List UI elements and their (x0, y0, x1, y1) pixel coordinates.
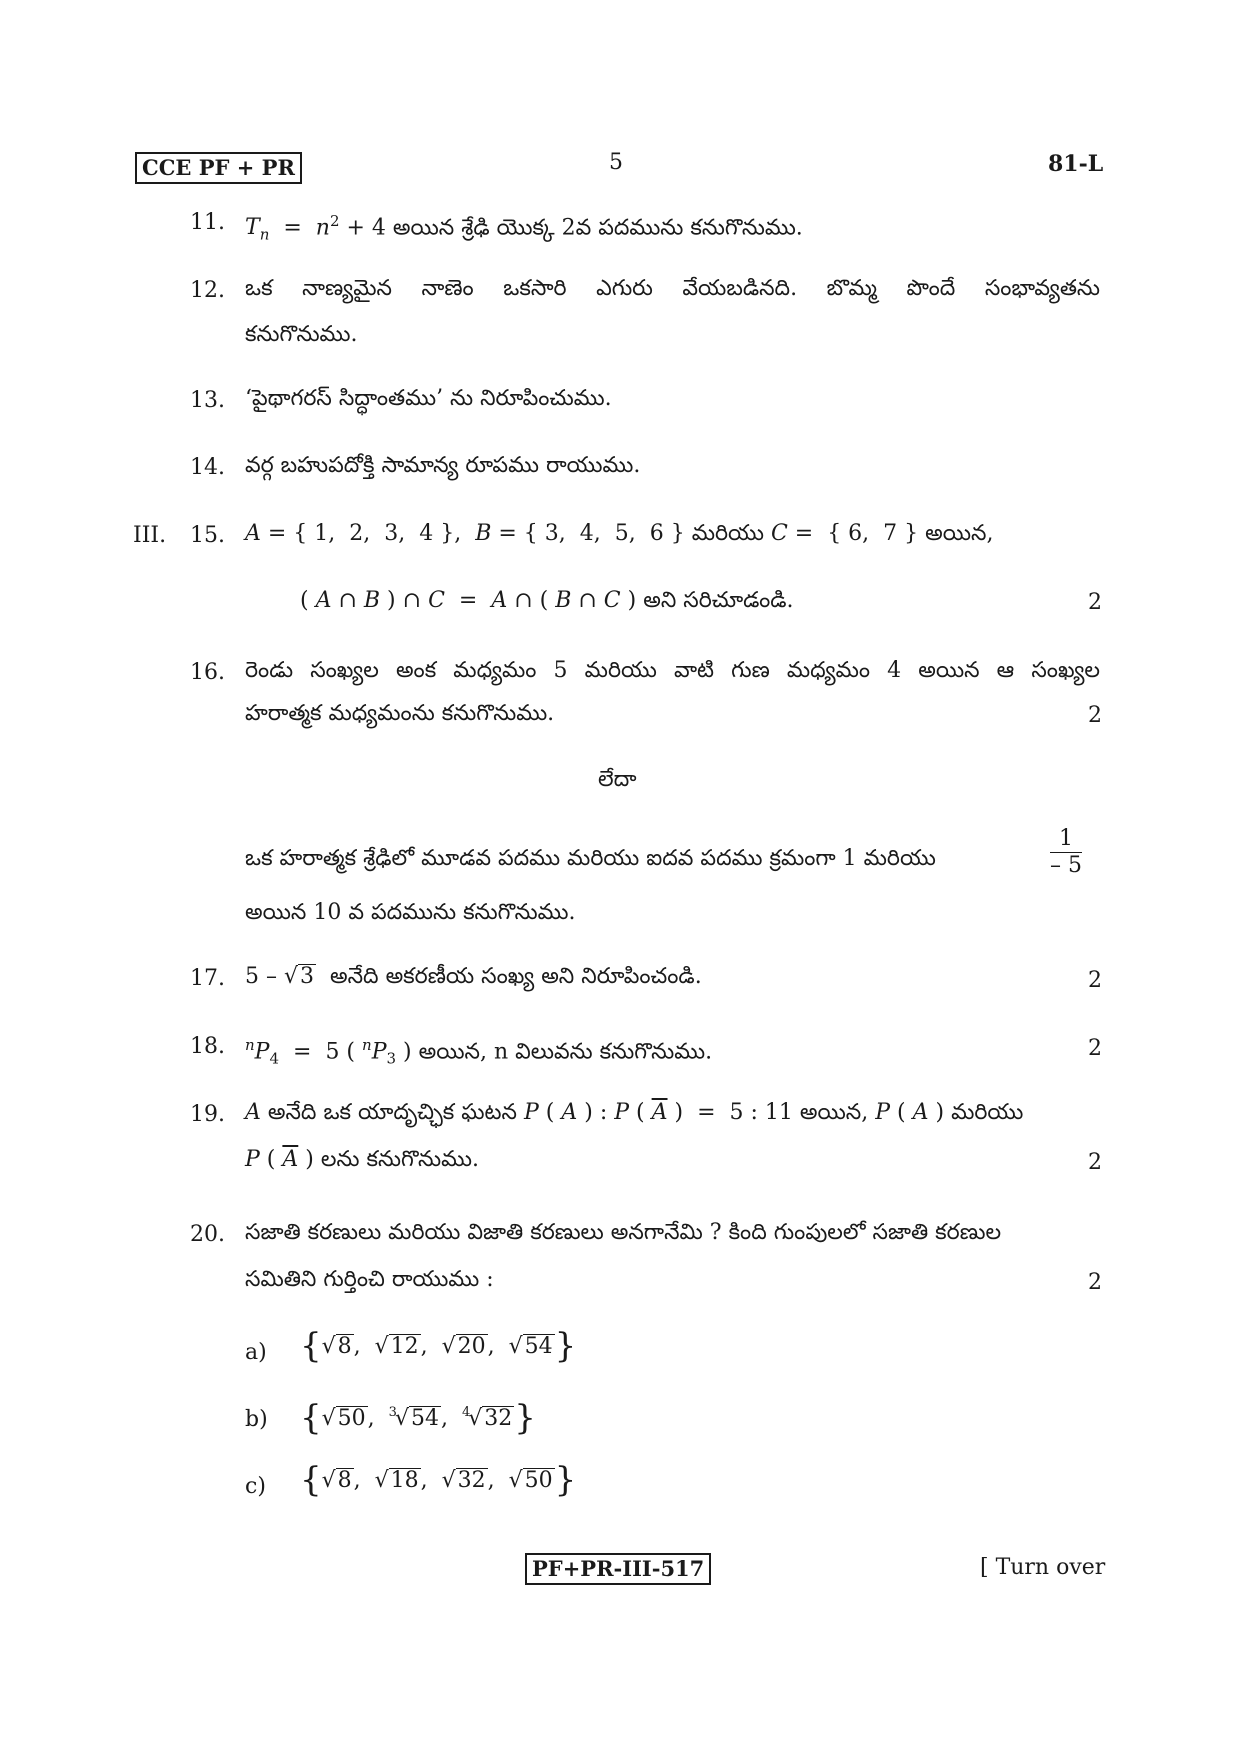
q11-text-tail: అయిన శ్రేఢి యొక్క 2వ పదమును కనుగొనుము. (392, 215, 803, 241)
q18-number: 18. (190, 1034, 225, 1059)
radical-value: 54 (410, 1406, 439, 1431)
radical-value: 8 (337, 1468, 352, 1493)
q15-marks: 2 (1088, 590, 1102, 615)
q20-line2: సమితిని గుర్తించి రాయుము : (245, 1267, 494, 1292)
radical-index: 4 (461, 1405, 471, 1420)
q17-marks: 2 (1088, 968, 1102, 993)
q16-alt-fraction (1050, 826, 1082, 879)
q16-number: 16. (190, 660, 225, 685)
q18-text: $^nP_4 = 5$ ( $^nP_3$ ) అయిన, n విలువను కనుగొనుము. (245, 1036, 713, 1068)
q17-text-tail: అనేది అకరణీయ సంఖ్య అని నిరూపించండి. (330, 964, 702, 989)
header-exam-code: CCE PF + PR (142, 155, 295, 180)
footer-code-box (525, 1553, 711, 1585)
q12-number: 12. (190, 278, 225, 303)
radical-index: 3 (388, 1405, 397, 1420)
paper-code: 81-L (1048, 151, 1104, 177)
q20-number: 20. (190, 1222, 225, 1247)
q17-number: 17. (190, 966, 225, 991)
q14-text: వర్గ బహుపదోక్తి సామాన్య రూపము రాయుము. (245, 453, 641, 478)
q19-marks: 2 (1088, 1150, 1102, 1175)
radical-value: 50 (524, 1468, 553, 1493)
q20-line1: సజాతి కరణులు మరియు విజాతి కరణులు అనగానేమి ? కింది గుంపులలో సజాతి కరణుల (245, 1220, 1002, 1245)
radical-value: 12 (390, 1334, 419, 1359)
fraction-denominator: – 5 (1050, 853, 1082, 878)
q20-marks: 2 (1088, 1270, 1102, 1295)
radical-value: 32 (457, 1468, 486, 1493)
radical-value: 32 (484, 1406, 513, 1431)
q19-line2: P ( $\overline{A}$ ) లను కనుగొనుము. (245, 1147, 479, 1172)
q11-text: $T_n = n^2 + 4$ అయిన శ్రేఢి యొక్క 2వ పదమును కనుగొనుము. (245, 212, 803, 244)
q19-and: మరియు (951, 1100, 1024, 1125)
q14-number: 14. (190, 455, 225, 480)
q19-text-a: అనేది ఒక యాదృచ్ఛిక ఘటన (267, 1100, 517, 1125)
q16-alt-line2: అయిన 10 వ పదమును కనుగొనుము. (245, 900, 576, 925)
fraction-numerator: 1 (1050, 826, 1082, 853)
q11-number: 11. (190, 210, 225, 235)
page-number: 5 (609, 150, 623, 175)
radical-value: 54 (524, 1334, 553, 1359)
q20-option-b: {√50, $^3$√54, $^4$√32} (300, 1398, 536, 1438)
q19-line2-text: లను కనుగొనుము. (320, 1147, 479, 1172)
q16-or-divider: లేదా (598, 767, 637, 792)
q13-text: ‘పైథాగరస్ సిద్ధాంతము’ ను నిరూపించుము. (245, 386, 612, 411)
turn-over-note: [ Turn over (980, 1555, 1106, 1580)
q16-alt-line1: ఒక హరాత్మక శ్రేఢిలో మూడవ పదము మరియు ఐదవ పదము క్రమంగా 1 మరియు (245, 846, 936, 871)
q12-line1: ఒక నాణ్యమైన నాణెం ఒకసారి ఎగురు వేయబడినది. బొమ్మ పొందే సంభావ్యతను (245, 276, 1100, 301)
q15-and: మరియు (691, 521, 764, 546)
q19-ayina: అయిన, (799, 1100, 869, 1125)
q16-line1: రెండు సంఖ్యల అంక మధ్యమం 5 మరియు వాటి గుణ మధ్యమం 4 అయిన ఆ సంఖ్యల (245, 658, 1100, 683)
footer-code: PF+PR-III-517 (532, 1556, 705, 1581)
q18-text-tail: అయిన, n విలువను కనుగొనుము. (418, 1039, 713, 1065)
q17-text: 5 – √3 అనేది అకరణీయ సంఖ్య అని నిరూపించండి. (245, 964, 702, 989)
q15-line1: A = { 1, 2, 3, 4 }, B = { 3, 4, 5, 6 } మరియు C = { 6, 7 } అయిన, (245, 521, 994, 546)
q20-option-b-label: b) (245, 1407, 268, 1432)
radical-value: 50 (337, 1406, 366, 1431)
q12-line2: కనుగొనుము. (245, 322, 358, 347)
radical-value: 8 (337, 1334, 352, 1359)
q20-option-c: {√8, √18, √32, √50} (300, 1460, 577, 1500)
q20-option-a: {√8, √12, √20, √54} (300, 1326, 577, 1366)
q15-line2-text: అని సరిచూడండి. (643, 588, 794, 613)
q15-ayina: అయిన, (925, 521, 994, 546)
q13-number: 13. (190, 388, 225, 413)
q16-marks: 2 (1088, 703, 1102, 728)
q15-line2: ( A ∩ B ) ∩ C = A ∩ ( B ∩ C ) అని సరిచూడండి. (300, 588, 794, 613)
q20-option-a-label: a) (245, 1340, 267, 1365)
q19-number: 19. (190, 1102, 225, 1127)
section-iii-label: III. (133, 523, 167, 548)
q19-line1: A అనేది ఒక యాదృచ్ఛిక ఘటన P ( A ) : P ( $\overline{A}$ ) = 5 : 11 అయిన, P ( A ) మరియు (245, 1100, 1024, 1125)
q15-number: 15. (190, 523, 225, 548)
q20-option-c-label: c) (245, 1474, 266, 1499)
q18-marks: 2 (1088, 1036, 1102, 1061)
radical-value: 20 (457, 1334, 486, 1359)
q16-line2: హరాత్మక మధ్యమంను కనుగొనుము. (245, 701, 555, 726)
header-exam-code-box (135, 152, 302, 184)
radical-value: 18 (390, 1468, 419, 1493)
